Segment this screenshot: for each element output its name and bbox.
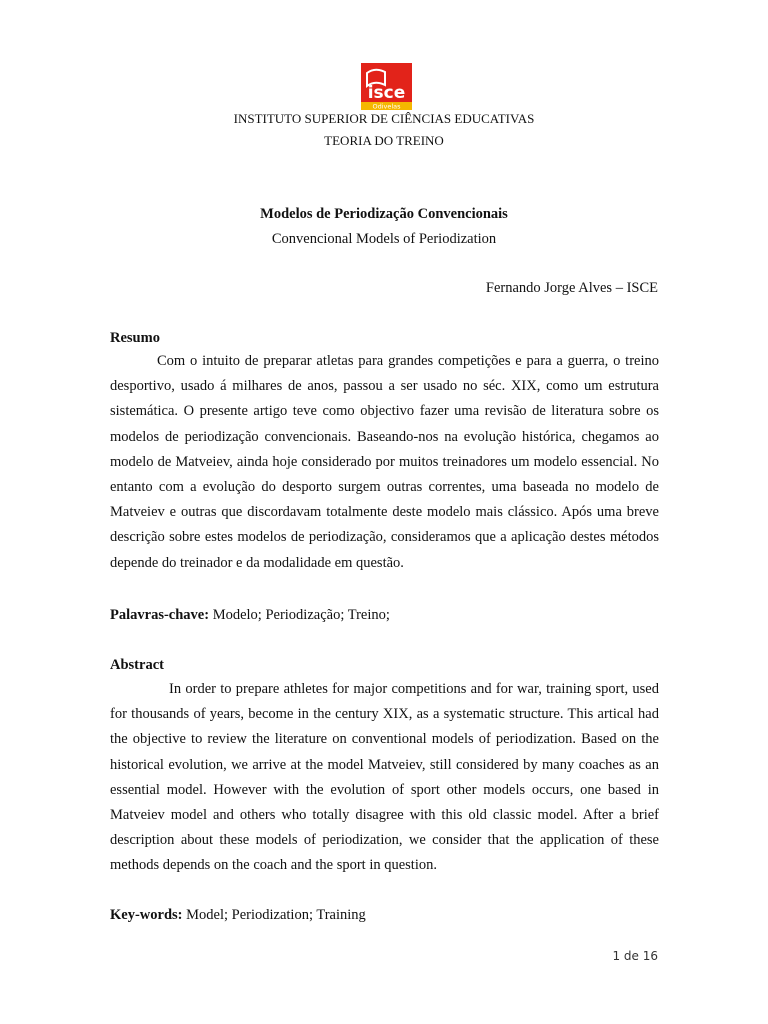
keywords-en-values: Model; Periodization; Training [186, 907, 366, 923]
keywords-en-label: Key-words: [110, 907, 183, 923]
course-name: TEORIA DO TREINO [324, 133, 444, 148]
keywords-pt-label: Palavras-chave: [110, 607, 210, 623]
institute-name: INSTITUTO SUPERIOR DE CIÊNCIAS EDUCATIVAS [233, 111, 535, 126]
article-subtitle: Convencional Models of Periodization [271, 231, 497, 247]
article-title: Modelos de Periodização Convencionais [260, 206, 508, 222]
abstract-heading: Abstract [110, 657, 164, 673]
isce-logo [361, 63, 412, 110]
logo-text: isce [367, 83, 406, 103]
keywords-en [110, 907, 366, 924]
keywords-pt-values: Modelo; Periodização; Treino; [212, 607, 390, 623]
author-line: Fernando Jorge Alves – ISCE [485, 280, 658, 296]
abstract-paragraph: In order to prepare athletes for major competitions and for war, training sport, used for thousands of years, become in the century XIX, as a systematic structure. This artical had the objective to review the literature on conventional models of periodization. Based on the historical evolution, we arrive at the model Matveiev, still considered by many coaches as an essential model. However with the evolution of sport other models occurs, one based in Matveiev model and others who totally disagree with this old classic model. After a brief description about these models of periodization, we consider that the application of these methods depends on the coach and the sport in question. [110, 681, 659, 874]
page-number: 1 de 16 [612, 949, 658, 963]
logo-subtext: Odivelas [372, 102, 401, 110]
resumo-heading: Resumo [110, 330, 160, 346]
resumo-paragraph: Com o intuito de preparar atletas para grandes competições e para a guerra, o treino desportivo, usado á milhares de anos, passou a ser usado no séc. XIX, como um estrutura sistemática. O presente artigo teve como objectivo fazer uma revisão de literatura sobre os modelos de periodização convencionais. Baseando-nos na evolução histórica, chegamos ao modelo de Matveiev, ainda hoje considerado por muitos treinadores um modelo essencial. No entanto com a evolução do desporto surgem outras correntes, uma baseada no modelo de Matveiev e outras que discordavam totalmente deste modelo mais clássico. Após uma breve descrição sobre estes modelos de periodização, consideramos que a aplicação destes métodos depende do treinador e da modalidade em questão. [110, 353, 659, 571]
keywords-pt [110, 607, 390, 624]
